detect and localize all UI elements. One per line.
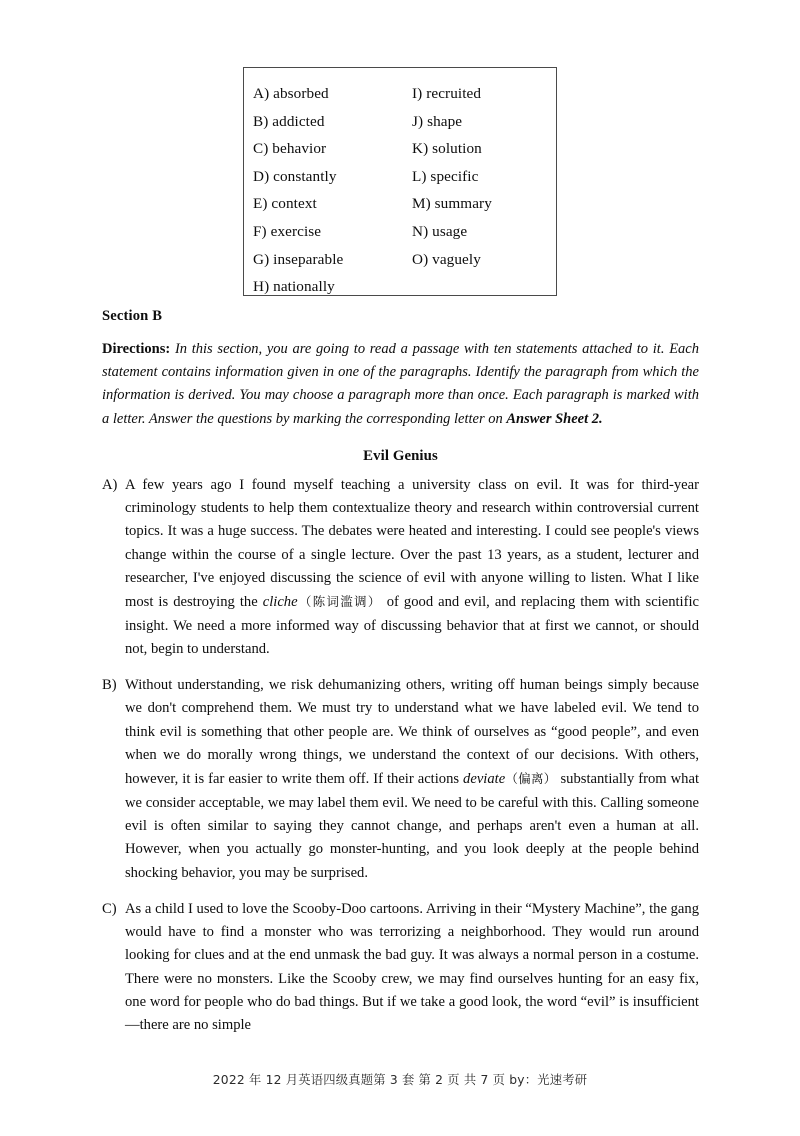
directions-block — [102, 338, 699, 431]
paragraph-a-italic-term: cliche — [262, 594, 298, 611]
document-content — [102, 306, 699, 1051]
word-bank-option-i: I) recruited — [412, 85, 482, 102]
paragraph-a-chinese-gloss: （陈词滥调） — [297, 594, 382, 610]
passage-paragraph-b — [102, 674, 699, 885]
paragraph-letter-c: C) — [102, 900, 117, 917]
paragraph-letter-a: A) — [102, 476, 118, 493]
word-bank-grid — [253, 80, 550, 301]
paragraph-c-text — [125, 898, 699, 1038]
paragraph-b-text-part1: Without understanding, we risk dehumanizing others, writing off human beings simply because we don't comprehend them. We must try to understand what we have labeled evil. We tend to think evil is something that other people are. We think of ourselves as “good people”, and even when we do morally wrong things, we understand the context of our decisions. With others, however, it is far easier to write them off. If their actions — [125, 677, 699, 788]
word-bank-option-n: N) usage — [412, 222, 468, 240]
word-bank-option-o: O) vaguely — [412, 250, 481, 268]
word-bank-option-c: C) behavior — [253, 140, 327, 158]
word-bank-box — [243, 67, 557, 296]
word-bank-option-f: F) exercise — [253, 222, 322, 240]
paragraph-b-chinese-gloss: （偏离） — [505, 771, 557, 787]
word-bank-option-l: L) specific — [412, 167, 479, 185]
paragraph-b-text — [125, 674, 699, 885]
passage-title: Evil Genius — [363, 447, 438, 464]
word-bank-option-m: M) summary — [412, 195, 492, 213]
word-bank-option-g: G) inseparable — [253, 250, 344, 268]
passage-paragraph-a — [102, 474, 699, 661]
paragraph-letter-b: B) — [102, 677, 117, 694]
word-bank-option-j: J) shape — [412, 112, 463, 130]
directions-text: In this section, you are going to read a passage with ten statements attached to it. Each statement contains information given in one of the paragraphs. Identify the paragraph from which the information is derived. You may choose a paragraph more than once. Each paragraph is marked with a letter. Answer the questions by marking the corresponding letter on — [102, 341, 699, 427]
paragraph-a-text — [125, 474, 699, 661]
paragraph-b-text-part2: substantially from what we consider acceptable, we may label them evil. We need to be careful with this. Calling someone evil is often similar to saying they cannot change, and perhaps aren't even a human at all. However, when you actually go monster-hunting, and you look deeply at the people behind shocking behavior, you may be surprised. — [125, 771, 699, 881]
paragraph-c-text-part1: As a child I used to love the Scooby-Doo cartoons. Arriving in their “Mystery Machine”, the gang would have to find a monster who was terrorizing a neighborhood. They would run around looking for clues and at the end unmask the bad guy. It was always a normal person in a costume. There were no monsters. Like the Scooby crew, we may find ourselves hunting for an easy fix, one word for people who do bad things. But if we take a good look, the word “evil” is insufficient—there are no simple — [125, 900, 699, 1034]
answer-sheet-emphasis: Answer Sheet 2 — [506, 410, 600, 427]
paragraph-b-italic-term: deviate — [463, 771, 506, 788]
directions-label: Directions: — [102, 341, 171, 357]
word-bank-option-d: D) constantly — [253, 167, 337, 185]
word-bank-option-b: B) addicted — [253, 112, 325, 130]
directions-period: . — [599, 410, 603, 427]
word-bank-option-a: A) absorbed — [253, 85, 329, 102]
word-bank-option-k: K) solution — [412, 140, 482, 158]
paragraph-a-text-part2: of good and evil, and replacing them with scientific insight. We need a more informed way of discussing behavior that at first we cannot, or should not, begin to understand. — [125, 594, 699, 657]
passage-paragraph-c — [102, 898, 699, 1038]
paragraph-a-text-part1: A few years ago I found myself teaching a university class on evil. It was for third-year criminology students to help them contextualize theory and research within controversial current topics. It was a huge success. The debates were heated and interesting. I could see people's views change within the course of a single lecture. Over the past 13 years, as a student, lecturer and researcher, I've enjoyed discussing the science of evil with anyone willing to listen. What I like most is destroying the — [125, 476, 699, 611]
word-bank-option-e: E) context — [253, 195, 317, 213]
section-heading: Section B — [102, 308, 163, 324]
word-bank-option-h: H) nationally — [253, 278, 335, 296]
page-footer: 2022 年 12 月英语四级真题第 3 套 第 2 页 共 7 页 by：光速考研 — [212, 1073, 588, 1087]
